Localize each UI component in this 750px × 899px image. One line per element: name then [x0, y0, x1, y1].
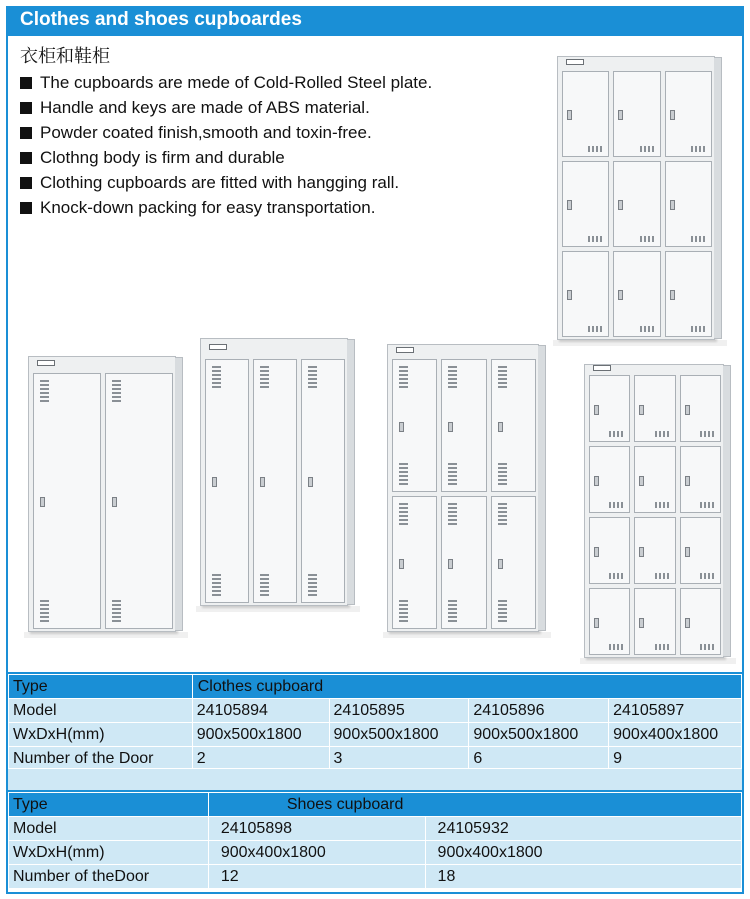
type-value: Clothes cupboard	[197, 677, 324, 695]
cabinet-door	[634, 588, 675, 655]
vent-icon	[308, 574, 317, 596]
feature-item	[20, 195, 432, 220]
cabinet-door	[562, 251, 609, 337]
row-label: WxDxH(mm)	[9, 723, 193, 747]
cabinet-label-icon	[566, 59, 584, 65]
vent-icon	[640, 326, 654, 332]
vent-icon	[609, 573, 623, 579]
bullet-square-icon	[20, 152, 32, 164]
vent-icon	[448, 600, 457, 622]
vent-icon	[498, 463, 507, 485]
feature-text: Powder coated finish,smooth and toxin-free.	[40, 123, 372, 142]
cabinet-illustration	[387, 344, 539, 632]
vent-icon	[448, 366, 457, 388]
vent-icon	[691, 326, 705, 332]
cabinet-illustration	[557, 56, 715, 340]
feature-text: Clothing cupboards are fitted with hangging rall.	[40, 173, 400, 192]
vent-icon	[399, 503, 408, 525]
table-cell: 6	[469, 747, 609, 771]
bullet-square-icon	[20, 77, 32, 89]
vent-icon	[691, 146, 705, 152]
handle-icon	[594, 476, 599, 486]
type-label: Type	[9, 793, 209, 817]
handle-icon	[594, 547, 599, 557]
cabinet-door	[491, 496, 536, 629]
cabinet-label-icon	[209, 344, 227, 350]
handle-icon	[448, 422, 453, 432]
cabinet-shadow	[196, 606, 360, 612]
vent-icon	[498, 366, 507, 388]
cabinet-door	[392, 496, 437, 629]
vent-icon	[260, 574, 269, 596]
handle-icon	[618, 290, 623, 300]
table-row	[9, 817, 742, 841]
vent-icon	[498, 600, 507, 622]
feature-text: Clothng body is firm and durable	[40, 148, 285, 167]
row-label: Model	[9, 699, 193, 723]
table-cell: 24105932	[425, 817, 741, 841]
handle-icon	[498, 422, 503, 432]
handle-icon	[685, 476, 690, 486]
vent-icon	[260, 366, 269, 388]
vent-icon	[655, 644, 669, 650]
page-subtitle: 衣柜和鞋柜	[20, 46, 110, 67]
cabinet-label-icon	[37, 360, 55, 366]
handle-icon	[567, 290, 572, 300]
handle-icon	[112, 497, 117, 507]
vent-icon	[212, 574, 221, 596]
type-label: Type	[9, 675, 193, 699]
handle-icon	[685, 618, 690, 628]
cabinet-side	[723, 365, 731, 657]
cabinet-door	[665, 161, 712, 247]
handle-icon	[260, 477, 265, 487]
handle-icon	[639, 405, 644, 415]
handle-icon	[685, 547, 690, 557]
cabinet-door	[392, 359, 437, 492]
table-cell: 900x400x1800	[609, 723, 742, 747]
cabinet-door	[634, 375, 675, 442]
vent-icon	[609, 644, 623, 650]
table-cell: 900x400x1800	[425, 841, 741, 865]
vent-icon	[498, 503, 507, 525]
cabinet-side	[347, 339, 355, 605]
vent-icon	[112, 380, 121, 402]
vent-icon	[700, 502, 714, 508]
vent-icon	[40, 380, 49, 402]
cabinet-door	[589, 588, 630, 655]
cabinet-door	[589, 375, 630, 442]
vent-icon	[308, 366, 317, 388]
table-row	[9, 723, 742, 747]
vent-icon	[112, 600, 121, 622]
cabinet-door	[589, 446, 630, 513]
table-row	[9, 865, 742, 889]
row-label: Model	[9, 817, 209, 841]
handle-icon	[399, 422, 404, 432]
table-cell: 3	[329, 747, 469, 771]
vent-icon	[448, 503, 457, 525]
vent-icon	[448, 463, 457, 485]
cabinet-door	[253, 359, 297, 603]
row-label: Number of theDoor	[9, 865, 209, 889]
table-cell: 24105897	[609, 699, 742, 723]
handle-icon	[308, 477, 313, 487]
handle-icon	[639, 547, 644, 557]
handle-icon	[567, 110, 572, 120]
vent-icon	[640, 146, 654, 152]
cabinet-door	[33, 373, 101, 629]
vent-icon	[655, 573, 669, 579]
vent-icon	[700, 431, 714, 437]
cabinet-door	[562, 161, 609, 247]
vent-icon	[588, 146, 602, 152]
table-row	[9, 699, 742, 723]
cabinet-label-icon	[396, 347, 414, 353]
table-cell: 12	[208, 865, 425, 889]
bullet-square-icon	[20, 127, 32, 139]
handle-icon	[40, 497, 45, 507]
cabinet-label-icon	[593, 365, 611, 371]
cabinet-door	[665, 251, 712, 337]
feature-text: Knock-down packing for easy transportation.	[40, 198, 376, 217]
cabinet-door	[491, 359, 536, 492]
cabinet-side	[175, 357, 183, 631]
vent-icon	[399, 463, 408, 485]
feature-item	[20, 95, 432, 120]
cabinet-door	[634, 446, 675, 513]
table-cell: 24105895	[329, 699, 469, 723]
vent-icon	[588, 326, 602, 332]
cabinet-door	[562, 71, 609, 157]
cabinet-door	[680, 446, 721, 513]
handle-icon	[212, 477, 217, 487]
handle-icon	[567, 200, 572, 210]
vent-icon	[588, 236, 602, 242]
table-cell: 24105898	[208, 817, 425, 841]
vent-icon	[691, 236, 705, 242]
handle-icon	[618, 110, 623, 120]
cabinet-side	[714, 57, 722, 339]
feature-item	[20, 145, 432, 170]
cabinet-door	[205, 359, 249, 603]
cabinet-shadow	[553, 340, 727, 346]
vent-icon	[655, 431, 669, 437]
shoes-cupboard-table	[8, 792, 742, 889]
vent-icon	[40, 600, 49, 622]
row-label: Number of the Door	[9, 747, 193, 771]
cabinet-shadow	[580, 658, 736, 664]
feature-item	[20, 170, 432, 195]
handle-icon	[639, 476, 644, 486]
bullet-square-icon	[20, 102, 32, 114]
table-header-row	[9, 675, 742, 699]
cabinet-door	[680, 588, 721, 655]
table-cell: 900x500x1800	[469, 723, 609, 747]
type-value: Shoes cupboard	[286, 795, 404, 813]
bullet-square-icon	[20, 177, 32, 189]
feature-item	[20, 120, 432, 145]
table-row	[9, 841, 742, 865]
feature-text: Handle and keys are made of ABS material.	[40, 98, 370, 117]
table-cell: 24105894	[192, 699, 329, 723]
table-cell: 2	[192, 747, 329, 771]
cabinet-door	[680, 375, 721, 442]
vent-icon	[399, 366, 408, 388]
cabinet-door	[441, 496, 486, 629]
vent-icon	[399, 600, 408, 622]
cabinet-door	[613, 251, 660, 337]
handle-icon	[594, 618, 599, 628]
clothes-cupboard-table	[8, 674, 742, 771]
cabinet-illustration	[28, 356, 176, 632]
cabinet-door	[613, 161, 660, 247]
vent-icon	[700, 644, 714, 650]
cabinet-door	[634, 517, 675, 584]
handle-icon	[448, 559, 453, 569]
table-row	[9, 747, 742, 771]
cabinet-illustration	[584, 364, 724, 658]
vent-icon	[640, 236, 654, 242]
cabinet-door	[665, 71, 712, 157]
vent-icon	[609, 502, 623, 508]
handle-icon	[670, 200, 675, 210]
vent-icon	[609, 431, 623, 437]
handle-icon	[498, 559, 503, 569]
cabinet-door	[589, 517, 630, 584]
feature-text: The cupboards are mede of Cold-Rolled Steel plate.	[40, 73, 433, 92]
table-cell: 900x500x1800	[329, 723, 469, 747]
handle-icon	[639, 618, 644, 628]
cabinet-shadow	[24, 632, 188, 638]
row-label: WxDxH(mm)	[9, 841, 209, 865]
table-cell: 24105896	[469, 699, 609, 723]
cabinet-side	[538, 345, 546, 631]
cabinet-shadow	[383, 632, 551, 638]
table-cell: 9	[609, 747, 742, 771]
vent-icon	[212, 366, 221, 388]
cabinet-door	[441, 359, 486, 492]
cabinet-door	[613, 71, 660, 157]
table-cell: 900x400x1800	[208, 841, 425, 865]
handle-icon	[670, 110, 675, 120]
cabinet-door	[680, 517, 721, 584]
cabinet-door	[301, 359, 345, 603]
bullet-square-icon	[20, 202, 32, 214]
table-cell: 900x500x1800	[192, 723, 329, 747]
cabinet-door	[105, 373, 173, 629]
handle-icon	[685, 405, 690, 415]
handle-icon	[618, 200, 623, 210]
vent-icon	[700, 573, 714, 579]
handle-icon	[670, 290, 675, 300]
handle-icon	[399, 559, 404, 569]
page-title: Clothes and shoes cupboardes	[20, 9, 302, 30]
cabinet-illustration	[200, 338, 348, 606]
vent-icon	[655, 502, 669, 508]
table-header-row	[9, 793, 742, 817]
feature-list	[20, 70, 432, 220]
handle-icon	[594, 405, 599, 415]
table-cell: 18	[425, 865, 741, 889]
feature-item	[20, 70, 432, 95]
